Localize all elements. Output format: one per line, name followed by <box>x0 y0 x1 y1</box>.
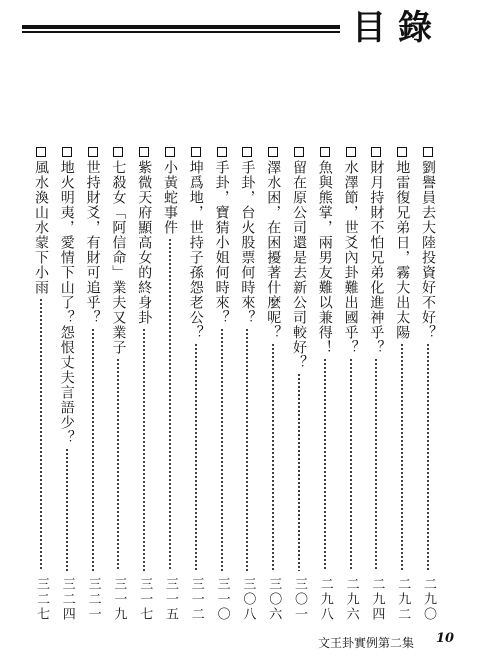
toc-entry <box>290 147 308 622</box>
page-title: 目錄 <box>352 8 444 48</box>
footer-book-title: 文王卦實例第二集 <box>318 636 415 650</box>
dot-leader <box>375 358 377 571</box>
toc-entry-title: 坤爲地，世持子孫怨老公？ <box>187 160 204 340</box>
toc-entry <box>419 147 437 622</box>
bullet-box-icon <box>242 147 252 157</box>
bullet-box-icon <box>371 147 381 157</box>
toc-entry-title: 地雷復兄弟日，霧大出太陽 <box>394 160 411 340</box>
toc-entry-page: 二九〇 <box>421 577 436 622</box>
bullet-box-icon <box>62 147 72 157</box>
dot-leader <box>40 298 42 571</box>
bullet-box-icon <box>397 147 407 157</box>
toc-entry-title: 澤水困，在困擾著什麼呢？ <box>265 160 282 340</box>
toc-entry <box>342 147 360 622</box>
bullet-box-icon <box>423 147 433 157</box>
toc-entry <box>187 147 205 622</box>
toc-entry-page: 二九八 <box>317 577 333 622</box>
toc-entry <box>135 147 153 622</box>
toc-entry-page: 三〇八 <box>240 577 256 622</box>
toc-entry-page: 三一七 <box>137 577 153 622</box>
toc-entry-page: 二九二 <box>395 577 411 622</box>
toc-entry <box>367 147 385 622</box>
toc-entry-page: 三二七 <box>34 577 49 622</box>
bullet-box-icon <box>217 147 227 157</box>
dot-leader <box>246 328 248 571</box>
toc-entry-page: 三二四 <box>59 577 75 622</box>
toc-entry-title: 七殺女「阿信命」業夫又業子 <box>110 160 127 355</box>
toc-entry-title: 手卦，寶猜小姐何時來？ <box>213 160 230 325</box>
toc-entry <box>264 147 282 622</box>
dot-leader <box>92 328 94 571</box>
toc-entry-title: 留在原公司還是去新公司較好？ <box>291 160 307 370</box>
toc-entry-page: 三二一 <box>85 577 101 622</box>
dot-leader <box>427 343 429 571</box>
toc-entry-page: 三〇一 <box>292 577 307 622</box>
toc-entry <box>58 147 76 622</box>
toc-entry-page: 三〇六 <box>266 577 282 622</box>
toc-entry-page: 三一九 <box>111 577 127 622</box>
toc-entry <box>32 147 50 622</box>
toc-entry-page: 三一〇 <box>214 577 230 622</box>
dot-leader <box>169 238 171 571</box>
dot-leader <box>298 373 300 571</box>
bullet-box-icon <box>165 147 175 157</box>
dot-leader <box>272 343 274 571</box>
bullet-box-icon <box>36 147 46 157</box>
footer-page-number: 10 <box>436 631 455 646</box>
toc-entry-title: 劉譽員去大陸投資好不好？ <box>420 160 436 340</box>
toc-entry-page: 三一五 <box>163 577 178 622</box>
bullet-box-icon <box>294 147 304 157</box>
toc-entry-title: 地火明夷，愛情下山了？怨恨丈夫言語少？ <box>58 160 75 445</box>
toc-entry <box>213 147 231 622</box>
bullet-box-icon <box>113 147 123 157</box>
toc-entry-page: 三一二 <box>188 577 204 622</box>
bullet-box-icon <box>346 147 356 157</box>
dot-leader <box>117 358 119 571</box>
toc-entry <box>84 147 102 622</box>
toc-entry <box>238 147 256 622</box>
bullet-box-icon <box>139 147 149 157</box>
dot-leader <box>143 328 145 571</box>
dot-leader <box>195 343 197 571</box>
dot-leader <box>324 358 326 571</box>
toc-entry-title: 小黃蛇事件 <box>162 160 178 235</box>
toc-entry <box>393 147 411 622</box>
toc-entry-title: 紫微天府顯高女的終身卦 <box>136 160 153 325</box>
dot-leader <box>66 448 68 571</box>
bullet-box-icon <box>191 147 201 157</box>
toc-entry-page: 二九六 <box>343 577 359 622</box>
dot-leader <box>350 358 352 571</box>
toc-entry-page: 二九四 <box>369 577 385 622</box>
toc-entry-title: 風水渙山水蒙下小雨 <box>33 160 49 295</box>
toc-entry-title: 魚與熊掌，兩男友難以兼得！ <box>316 160 333 355</box>
dot-leader <box>401 343 403 571</box>
toc-entry <box>161 147 179 622</box>
toc-entry-title: 世持財爻，有財可追乎？ <box>84 160 101 325</box>
bullet-box-icon <box>268 147 278 157</box>
toc-entry-title: 財月持財不怕兄弟化進神乎？ <box>368 160 385 355</box>
toc-entry-title: 水澤節，世爻內卦難出國乎？ <box>342 160 359 355</box>
toc-entry <box>109 147 127 622</box>
toc-entry <box>316 147 334 622</box>
bullet-box-icon <box>88 147 98 157</box>
bullet-box-icon <box>320 147 330 157</box>
dot-leader <box>221 328 223 571</box>
toc-entry-title: 手卦，台火股票何時來？ <box>239 160 256 325</box>
